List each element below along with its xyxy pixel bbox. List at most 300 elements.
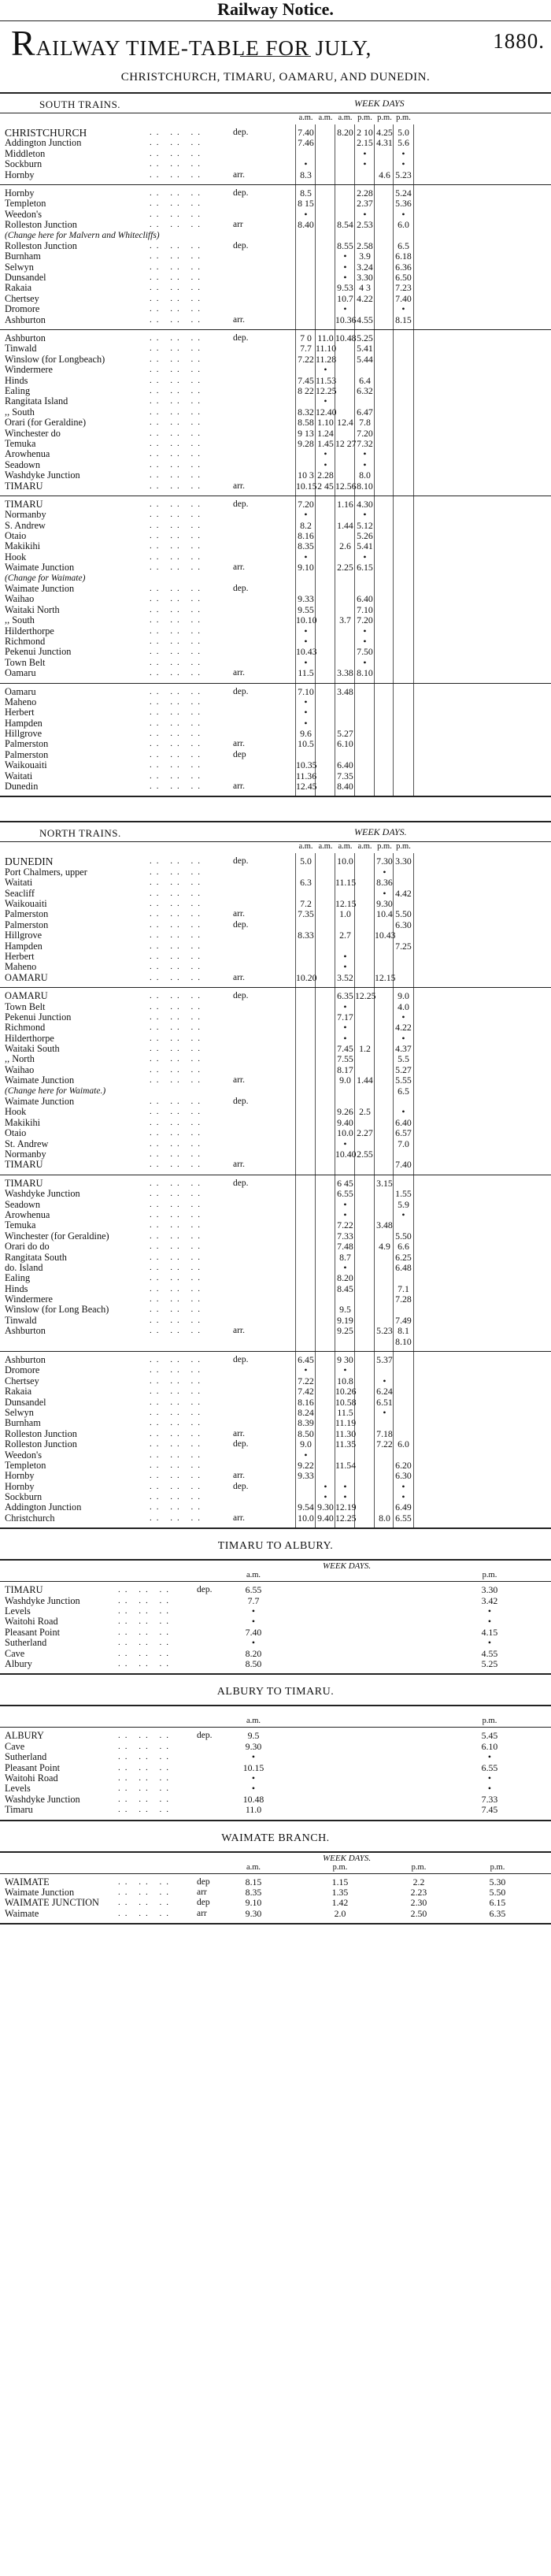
time-cell: 3.15 [376, 1177, 393, 1189]
time-cell: 5.27 [337, 728, 353, 740]
timetable-row [0, 343, 551, 354]
time-cell: 6.25 [395, 1251, 412, 1263]
time-cell: 6.18 [395, 251, 412, 262]
station-name: Washdyke Junction [5, 1793, 80, 1805]
leader-dots: .. .. .. [118, 1659, 173, 1668]
time-cell: • [363, 625, 367, 637]
leader-dots: .. .. .. [118, 1794, 173, 1804]
leader-dots: .. .. .. [150, 1242, 205, 1252]
time-cell: 9.10 [245, 1897, 262, 1909]
leader-dots: .. .. .. [150, 696, 205, 707]
column-head: p.m. [490, 1862, 505, 1872]
time-cell: 6.51 [376, 1396, 393, 1408]
time-cell: 3.42 [481, 1594, 498, 1606]
timetable-row [0, 1773, 551, 1784]
station-name: Weedon's [5, 208, 42, 220]
timetable-row [0, 1065, 551, 1075]
time-cell: 1.0 [339, 908, 351, 920]
timetable-row [0, 220, 551, 230]
timetable-row [0, 333, 551, 343]
leader-dots: .. .. .. [150, 1386, 205, 1397]
station-name: Rakaia [5, 1386, 32, 1397]
station-name: TIMARU [5, 1584, 43, 1596]
leader-dots: .. .. .. [150, 1054, 205, 1064]
time-cell: • [251, 1616, 256, 1628]
time-cell: 6 45 [337, 1177, 353, 1189]
time-cell: 6.10 [337, 738, 353, 750]
station-name: Waimate Junction [5, 583, 75, 595]
timetable-row [0, 531, 551, 541]
timetable-row [0, 1149, 551, 1160]
time-cell: 7.18 [376, 1427, 393, 1439]
timetable-row [0, 707, 551, 718]
timetable-row [0, 899, 551, 909]
time-cell: 10.4 [376, 908, 393, 920]
leader-dots: .. .. .. [150, 1220, 205, 1230]
station-name: Addington Junction [5, 137, 82, 149]
dep-arr-mark: dep. [233, 686, 249, 696]
time-cell: • [343, 261, 347, 273]
station-name: Herbert [5, 707, 35, 718]
dep-arr-mark: dep. [233, 1355, 249, 1365]
station-name: Sutherland [5, 1637, 47, 1649]
time-cell: 1.16 [337, 498, 353, 510]
time-cell: 10.15 [296, 480, 317, 492]
leader-dots: .. .. .. [150, 375, 205, 385]
time-cell: 4.31 [376, 137, 393, 149]
south-col-heads [0, 113, 551, 124]
leader-dots: .. .. .. [150, 1502, 205, 1513]
timetable-row [0, 1638, 551, 1648]
time-cell: 11.53 [316, 374, 337, 386]
leader-dots: .. .. .. [150, 406, 205, 417]
time-cell: 5.30 [489, 1876, 506, 1887]
time-cell: 2.7 [339, 930, 351, 941]
station-name: Rolleston Junction [5, 219, 77, 231]
time-cell: 8.40 [298, 219, 314, 231]
time-cell: 5.55 [395, 1075, 412, 1086]
station-name: Ashburton [5, 332, 46, 344]
timetable-row [0, 1220, 551, 1230]
dep-arr-mark: arr. [233, 1160, 246, 1170]
leader-dots: .. .. .. [118, 1898, 173, 1908]
station-name: Dunsandel [5, 1396, 46, 1408]
time-cell: 9.6 [300, 728, 312, 740]
time-cell: 10.48 [242, 1793, 264, 1805]
time-cell: 1.24 [317, 427, 334, 439]
station-name: WAIMATE [5, 1876, 50, 1887]
time-cell: • [363, 635, 367, 647]
timetable-row [0, 315, 551, 325]
station-name: Palmerston [5, 748, 49, 760]
timetable-row [0, 449, 551, 459]
time-cell: 4.0 [398, 1000, 409, 1012]
timaru-albury-table [0, 1559, 551, 1675]
time-cell: 2.28 [317, 470, 334, 481]
station-name: Palmerston [5, 908, 49, 920]
column-head: p.m. [377, 842, 392, 852]
timetable-row [0, 210, 551, 220]
time-cell: 2.25 [337, 562, 353, 573]
time-cell: 2.55 [357, 1148, 373, 1160]
time-cell: 9.40 [317, 1512, 334, 1524]
time-cell: • [363, 656, 367, 668]
station-name: Temuka [5, 437, 36, 449]
dep-arr-mark: arr. [233, 1326, 246, 1336]
time-cell: 4.30 [357, 498, 373, 510]
time-cell: 11.0 [317, 332, 334, 344]
time-cell: 12.25 [316, 384, 337, 396]
timetable-row [0, 941, 551, 952]
time-cell: 12.19 [335, 1501, 357, 1513]
dep-arr-mark: dep [197, 1898, 210, 1908]
time-cell: 10.0 [337, 856, 353, 867]
time-cell: 3.30 [395, 856, 412, 867]
time-cell: 7.35 [298, 908, 314, 920]
dep-arr-mark: dep. [233, 499, 249, 509]
column-head: p.m. [411, 1862, 427, 1872]
timetable-row [0, 460, 551, 470]
timetable-row [0, 781, 551, 792]
leader-dots: .. .. .. [150, 1294, 205, 1305]
time-cell: 4.37 [395, 1043, 412, 1055]
timetable-row [0, 510, 551, 520]
time-cell: • [343, 303, 347, 315]
time-cell: 6.30 [395, 919, 412, 930]
time-cell: 10.35 [296, 759, 317, 771]
dep-arr-mark: dep. [233, 128, 249, 137]
time-cell: 11.19 [335, 1417, 357, 1429]
timetable-row [0, 159, 551, 169]
dep-arr-mark: dep [197, 1876, 210, 1887]
column-head: a.m. [246, 1571, 261, 1580]
timetable-row [0, 386, 551, 396]
time-cell: 2.6 [339, 540, 351, 552]
timetable-row [0, 149, 551, 159]
time-cell: • [324, 395, 327, 407]
time-cell: 10.26 [335, 1386, 357, 1397]
station-name: Ealing [5, 384, 31, 396]
leader-dots: .. .. .. [150, 1407, 205, 1417]
time-cell: • [251, 1751, 256, 1763]
time-cell: 6.6 [398, 1241, 409, 1253]
leader-dots: .. .. .. [150, 919, 205, 930]
station-name: Levels [5, 1783, 31, 1795]
station-name: Palmerston [5, 919, 49, 930]
time-cell: • [304, 1364, 308, 1376]
station-name: TIMARU [5, 1159, 43, 1171]
dep-arr-mark: arr. [233, 972, 246, 982]
time-cell: 7.50 [357, 646, 373, 658]
south-trains-table [0, 92, 551, 797]
timetable-row [0, 170, 551, 180]
time-cell: • [343, 1198, 347, 1210]
time-cell: 12.45 [296, 781, 317, 792]
leader-dots: .. .. .. [150, 1033, 205, 1043]
leader-dots: .. .. .. [118, 1752, 173, 1762]
time-cell: 3.9 [359, 251, 371, 262]
station-name: Dunsandel [5, 272, 46, 284]
time-cell: 9.25 [337, 1325, 353, 1337]
dropcap: R [11, 23, 36, 63]
time-cell: 1.35 [331, 1886, 349, 1898]
time-cell: 7.40 [395, 1159, 412, 1171]
station-name: Rangitata Island [5, 395, 68, 407]
time-cell: 11.28 [316, 353, 337, 365]
dep-arr-mark: arr. [233, 1471, 246, 1481]
leader-dots: .. .. .. [150, 1209, 205, 1219]
dep-arr-mark: arr. [233, 1075, 246, 1086]
time-cell: 1.2 [359, 1043, 371, 1055]
station-name: Templeton [5, 1459, 46, 1471]
station-name: Waimate Junction [5, 1096, 75, 1108]
time-cell: 6.32 [357, 384, 373, 396]
timetable-row [0, 1128, 551, 1138]
dep-arr-mark: dep. [233, 187, 249, 198]
time-cell: 7.22 [337, 1219, 353, 1231]
time-cell: 2.2 [412, 1876, 425, 1887]
time-cell: 7.45 [481, 1804, 498, 1816]
time-cell: 1.44 [357, 1075, 373, 1086]
station-name: Albury [5, 1658, 32, 1669]
time-cell: 10.15 [242, 1761, 264, 1773]
leader-dots: .. .. .. [150, 251, 205, 262]
timetable-row [0, 1034, 551, 1044]
timetable-row [0, 1752, 551, 1762]
leader-dots: .. .. .. [150, 396, 205, 406]
station-name: Seadown [5, 458, 41, 470]
station-name: Waimate Junction [5, 562, 75, 573]
time-cell: 2.58 [357, 239, 373, 251]
time-cell: • [343, 1491, 347, 1503]
timetable-row [0, 199, 551, 209]
time-cell: • [401, 1480, 405, 1492]
station-name: Waikouaiti [5, 898, 47, 909]
timetable-row [0, 668, 551, 678]
time-cell: • [324, 448, 327, 460]
timetable-row [0, 1355, 551, 1365]
timetable-row [0, 1326, 551, 1336]
station-name: Waihao [5, 593, 35, 605]
timetable-row [0, 429, 551, 439]
timetable-row [0, 1659, 551, 1669]
time-cell: 8.55 [337, 239, 353, 251]
timetable-row [0, 1189, 551, 1199]
timaru-albury-week-days: WEEK DAYS. [323, 1561, 372, 1572]
south-group [0, 496, 551, 684]
station-name: Rakaia [5, 282, 32, 294]
dep-arr-mark: arr. [233, 739, 246, 749]
station-name: Hornby [5, 1480, 35, 1492]
timetable-row [0, 920, 551, 930]
leader-dots: .. .. .. [150, 625, 205, 636]
time-cell: 8.10 [357, 667, 373, 679]
timetable-row [0, 1513, 551, 1524]
time-cell: • [304, 551, 308, 562]
time-cell: • [343, 1022, 347, 1034]
waimate-branch-table [0, 1851, 551, 1925]
timetable-row [0, 1284, 551, 1294]
leader-dots: .. .. .. [150, 856, 205, 867]
timaru-albury-body [0, 1582, 551, 1673]
station-name: Arowhenua [5, 1208, 50, 1220]
timetable-row [0, 1397, 551, 1408]
leader-dots: .. .. .. [118, 1648, 173, 1658]
timetable-row [0, 138, 551, 148]
timetable-row [0, 251, 551, 262]
time-cell: 7.33 [337, 1230, 353, 1242]
timetable-row [0, 1763, 551, 1773]
timetable-row [0, 573, 551, 584]
timetable-row [0, 552, 551, 562]
leader-dots: .. .. .. [150, 1418, 205, 1428]
leader-dots: .. .. .. [150, 739, 205, 749]
station-name: Dromore [5, 1364, 40, 1376]
column-head: p.m. [482, 1717, 497, 1726]
time-cell: 8.58 [298, 417, 314, 429]
leader-dots: .. .. .. [118, 1772, 173, 1783]
leader-dots: .. .. .. [150, 615, 205, 625]
dep-arr-mark: arr. [233, 169, 246, 180]
timetable-row [0, 1502, 551, 1513]
time-cell: 6.55 [337, 1188, 353, 1200]
station-name: Ashburton [5, 314, 46, 325]
time-cell: • [324, 364, 327, 376]
time-cell: • [383, 1406, 386, 1418]
leader-dots: .. .. .. [150, 584, 205, 594]
timetable-row [0, 481, 551, 492]
station-name: CHRISTCHURCH [5, 127, 87, 139]
column-head: a.m. [298, 113, 313, 122]
leader-dots: .. .. .. [150, 657, 205, 667]
leader-dots: .. .. .. [118, 1784, 173, 1794]
time-cell: 6.10 [481, 1740, 498, 1752]
time-cell: • [343, 251, 347, 262]
time-cell: 2.0 [334, 1907, 346, 1919]
timetable-row [0, 1210, 551, 1220]
timetable-row [0, 750, 551, 760]
timetable-row [0, 605, 551, 615]
time-cell: • [401, 1011, 405, 1023]
station-name: Waimate Junction [5, 1886, 75, 1898]
leader-dots: .. .. .. [150, 520, 205, 530]
time-cell: • [343, 1480, 347, 1492]
station-name: Waikouaiti [5, 759, 47, 771]
time-cell: 6.45 [298, 1354, 314, 1366]
dep-arr-mark: dep. [197, 1585, 213, 1595]
time-cell: • [304, 696, 308, 707]
station-name: WAIMATE JUNCTION [5, 1897, 99, 1909]
timetable-row [0, 1909, 551, 1919]
timetable-row [0, 262, 551, 273]
station-name: Palmerston [5, 738, 49, 750]
timaru-albury-head [0, 1561, 551, 1582]
station-name: Orari do do [5, 1241, 50, 1253]
time-cell: 12.15 [335, 898, 357, 909]
leader-dots: .. .. .. [150, 562, 205, 573]
timetable-row [0, 1179, 551, 1189]
time-cell: • [363, 158, 367, 170]
time-cell: 6.57 [395, 1127, 412, 1139]
timetable-row [0, 1731, 551, 1741]
time-cell: 7.42 [298, 1386, 314, 1397]
time-cell: 5.36 [395, 198, 412, 210]
time-cell: 9.10 [298, 562, 314, 573]
leader-dots: .. .. .. [150, 1199, 205, 1209]
time-cell: • [343, 961, 347, 973]
time-cell: 10.0 [298, 1512, 314, 1524]
column-head: p.m. [377, 113, 392, 122]
station-name: Waitohi Road [5, 1616, 58, 1628]
time-cell: 4.55 [481, 1647, 498, 1659]
time-cell: 9.19 [337, 1314, 353, 1326]
time-cell: 9.33 [298, 593, 314, 605]
station-name: Weedon's [5, 1449, 42, 1461]
station-name: Hampden [5, 717, 43, 729]
time-cell: • [401, 208, 405, 220]
time-cell: 4.22 [395, 1022, 412, 1034]
title-text: AILWAY TIME-TABLE FOR JULY, [35, 36, 372, 60]
time-cell: • [487, 1783, 492, 1795]
leader-dots: .. .. .. [150, 1460, 205, 1470]
time-cell: 12.4 [337, 417, 353, 429]
timetable-row [0, 1461, 551, 1471]
time-cell: 12.15 [375, 971, 396, 983]
waimate-body [0, 1874, 551, 1924]
time-cell: • [401, 147, 405, 159]
station-name: (Change for Waimate) [5, 573, 86, 583]
leader-dots: .. .. .. [150, 1513, 205, 1523]
timetable-title [0, 21, 551, 63]
south-group [0, 330, 551, 496]
time-cell: 6.0 [398, 1438, 409, 1450]
time-cell: 6.55 [245, 1584, 262, 1596]
time-cell: • [401, 1491, 405, 1503]
leader-dots: .. .. .. [150, 636, 205, 646]
time-cell: 5.25 [481, 1658, 498, 1669]
time-cell: • [251, 1605, 256, 1617]
time-cell: 10.20 [296, 971, 317, 983]
time-cell: 9.30 [245, 1907, 262, 1919]
time-cell: 6.40 [337, 759, 353, 771]
time-cell: 6.15 [489, 1897, 506, 1909]
time-cell: 3.38 [337, 667, 353, 679]
time-cell: • [304, 635, 308, 647]
south-group [0, 124, 551, 185]
column-head: p.m. [396, 113, 411, 122]
time-cell: • [343, 272, 347, 284]
time-cell: 10.36 [335, 314, 357, 325]
time-cell: • [383, 1375, 386, 1386]
station-name: Washdyke Junction [5, 470, 80, 481]
station-name: TIMARU [5, 498, 43, 510]
station-name: Burnham [5, 251, 41, 262]
leader-dots: .. .. .. [150, 240, 205, 251]
time-cell: 12 27 [335, 437, 357, 449]
time-cell: 7.7 [247, 1594, 260, 1606]
time-cell: 7.28 [395, 1294, 412, 1305]
time-cell: • [343, 1138, 347, 1149]
time-cell: 11.54 [335, 1459, 357, 1471]
waimate-title: WAIMATE BRANCH. [221, 1832, 330, 1844]
north-week-days: WEEK DAYS. [354, 826, 407, 838]
time-cell: • [324, 1491, 327, 1503]
leader-dots: .. .. .. [118, 1876, 173, 1887]
station-name: Hook [5, 1106, 27, 1118]
time-cell: 8.15 [395, 314, 412, 325]
timetable-row [0, 687, 551, 697]
time-cell: 7.45 [298, 374, 314, 386]
